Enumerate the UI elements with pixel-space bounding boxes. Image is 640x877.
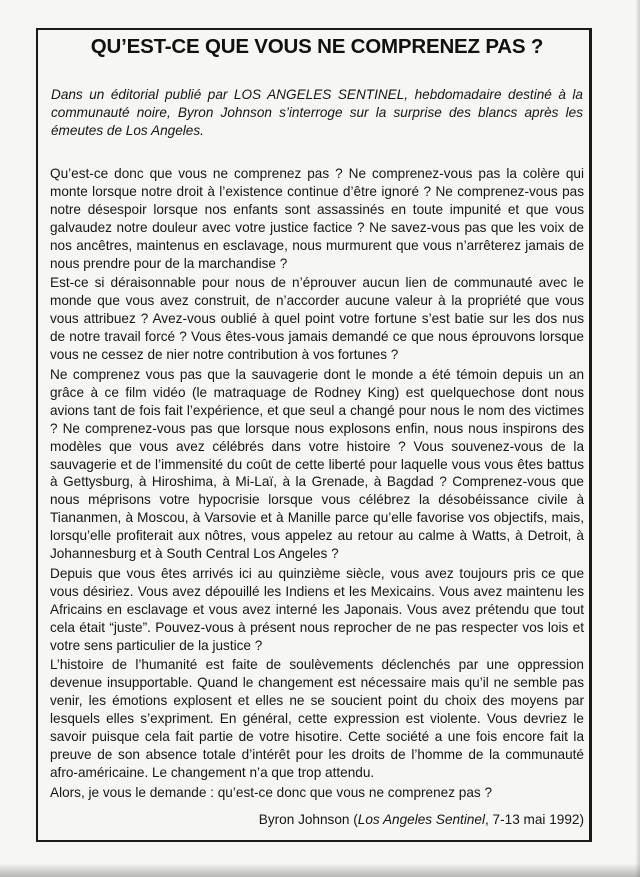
- signature-source: Los Angeles Sentinel: [357, 812, 485, 827]
- signature-line: [259, 811, 584, 829]
- paragraph-5: L’histoire de l’humanité est faite de soulèvements déclenchés par une oppression devenue insupportable. Quand le changement est nécessaire mais qu’il ne semble pas venir, les émotions explosent et elles ne se soucient point du choix des moyens par lesquels elles s’expriment. En général, cette expression est violente. Vous devriez le savoir puisque cela fait partie de votre hisotire. Cette société a une fois encore fait la preuve de son absence totale d’intérêt pour les droits de l’homme de la communauté afro-américaine. Le changement n’a que trop attendu.: [50, 657, 584, 780]
- paragraph-1: Qu’est-ce donc que vous ne comprenez pas ? Ne comprenez-vous pas la colère qui monte lorsque notre droit à l’existence continue d’être ignoré ? Ne comprenez-vous pas notre désespoir lorsque nos enfants sont assassinés en toute impunité et que vous galvaudez notre douleur avec votre justice factice ? Ne savez-vous pas que les voix de nos ancêtres, maintenus en esclavage, nous murmurent que vous n’arrêterez jamais de nous prendre pour de la marchandise ?: [50, 166, 584, 271]
- signature-open-paren: (: [353, 812, 358, 827]
- article-body: [50, 165, 584, 802]
- article-title: QU’EST-CE QUE VOUS NE COMPRENEZ PAS ?: [90, 35, 544, 58]
- paragraph-2: Est-ce si déraisonnable pour nous de n’éprouver aucun lien de communauté avec le monde que vous avez construit, de n’accorder aucune valeur à la propriété que vous vous attribuez ? Avez-vous oublié à quel point votre fortune s’est batie sur les dos nus de notre travail forcé ? Vous êtes-vous jamais demandé ce que nous éprouvons lorsque vous ne cessez de nier notre contribution à vos fortunes ?: [50, 275, 584, 363]
- closing-question: Alors, je vous le demande : qu’est-ce donc que vous ne comprenez pas ?: [50, 784, 493, 800]
- signature-date: , 7-13 mai 1992): [485, 812, 584, 827]
- paragraph-4: Depuis que vous êtes arrivés ici au quinzième siècle, vous avez toujours pris ce que vous désiriez. Vous avez dépouillé les Indiens et les Mexicains. Vous avez maintenu les Africains en esclavage et vous avez interné les Japonais. Vous avez prétendu que tout cela était “juste”. Pouvez-vous à présent nous reprocher de ne pas respecter vos lois et votre sens particulier de la justice ?: [50, 565, 584, 653]
- scan-bottom-edge: [0, 863, 640, 877]
- article-intro: Dans un éditorial publié par LOS ANGELES SENTINEL, hebdomadaire destiné à la communauté noire, Byron Johnson s’interroge sur la surprise des blancs après les émeutes de Los Angeles.: [51, 87, 583, 138]
- signature-author: Byron Johnson: [258, 812, 350, 827]
- scan-right-edge: [635, 0, 640, 877]
- paragraph-3: Ne comprenez vous pas que la sauvagerie dont le monde a été témoin depuis un an grâce à ce film vidéo (le matraquage de Rodney King) est quelquechose dont nous avions tant de fois fait l’expérience, et que seul a changé pour nous le nom des victimes ? Ne comprenez-vous pas que lorsque nous explosons enfin, nous nous inspirons des modèles que vous avez célébrés dans votre histoire ? Vous souvenez-vous de la sauvagerie et de l’immensité du coût de cette liberté pour laquelle vous vous êtes battus à Gettysburg, à Hiroshima, à Mi-Laï, à la Grenade, à Bagdad ? Comprenez-vous que nous méprisons votre hypocrisie lorsque vous célébrez la désobéissance civile à Tiananmen, à Moscou, à Varsovie et à Manille parce qu’elle favorise vos objectifs, mais, lorsqu’elle profiterait aux nôtres, vous appelez au retour au calme à Watts, à Detroit, à Johannesburg et à South Central Los Angeles ?: [50, 366, 584, 562]
